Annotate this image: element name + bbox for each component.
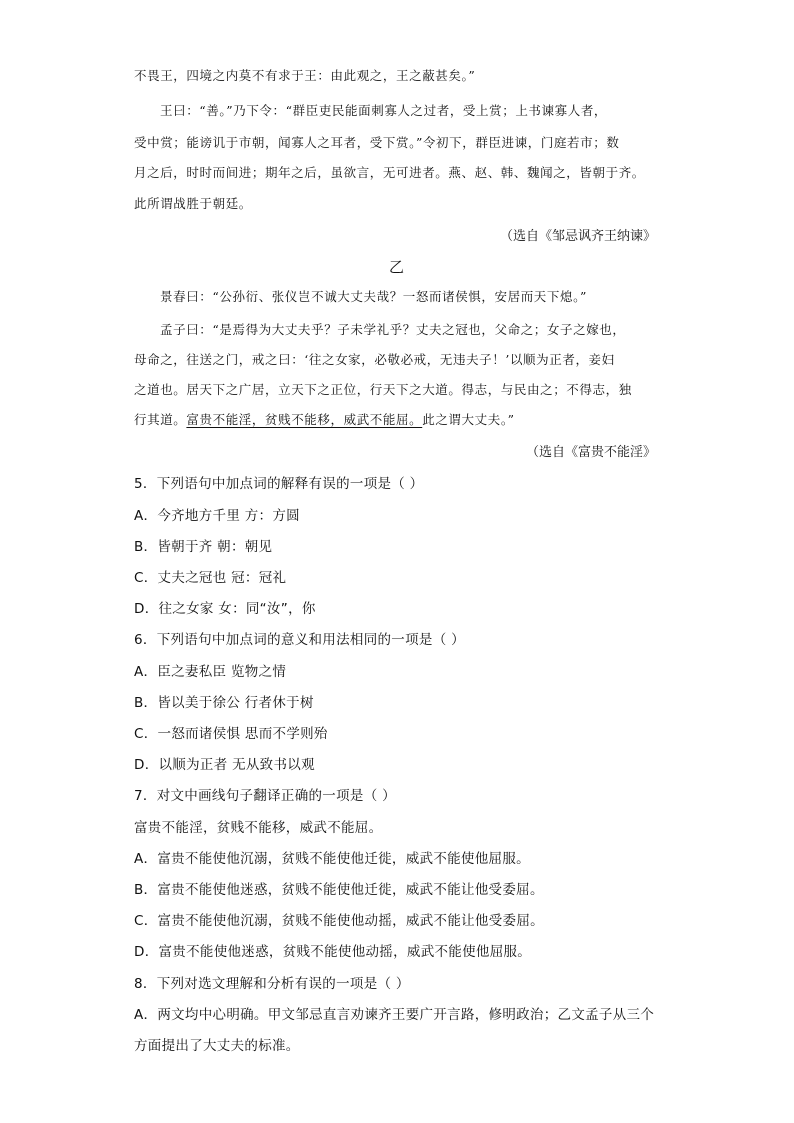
q5-stem: 5．下列语句中加点词的解释有误的一项是（ ） — [134, 476, 424, 492]
yi-line-1: 景春曰：“公孙衍、张仪岂不诚大丈夫哉？一怒而诸侯惧，安居而天下熄。” — [160, 289, 587, 304]
q7-quote: 富贵不能淫，贫贱不能移，威武不能屈。 — [134, 820, 383, 836]
jia-source: （选自《邹忌讽齐王纳谏》 — [499, 229, 656, 244]
jia-line-3: 受中赏；能谤讥于市朝，闻寡人之耳者，受下赏。”令初下，群臣进谏，门庭若市；数 — [134, 135, 620, 150]
yi-line-5 — [134, 410, 515, 428]
q6-stem: 6．下列语句中加点词的意义和用法相同的一项是（ ） — [134, 632, 465, 648]
yi-source: （选自《富贵不能淫》 — [525, 445, 656, 460]
q6-option-b: B．皆以美于徐公 行者休于树 — [134, 695, 314, 711]
yi-title: 乙 — [389, 258, 405, 276]
underlined-sentence: 富贵不能淫，贫贱不能移，威武不能屈。 — [186, 412, 423, 427]
q8-stem: 8．下列对选文理解和分析有误的一项是（ ） — [134, 976, 410, 992]
yi-line-5-pre: 行其道。 — [134, 412, 187, 427]
q5-option-b: B．皆朝于齐 朝：朝见 — [134, 539, 273, 555]
jia-line-5: 此所谓战胜于朝廷。 — [134, 196, 252, 211]
q7-option-b: B．富贵不能使他迷惑，贫贱不能使他迁徙，威武不能让他受委屈。 — [134, 882, 544, 898]
q7-option-d: D．富贵不能使他迷惑，贫贱不能使他动摇，威武不能使他屈服。 — [134, 944, 532, 960]
jia-line-1: 不畏王，四境之内莫不有求于王：由此观之，王之蔽甚矣。” — [134, 68, 476, 83]
yi-line-3: 母命之，往送之门，戒之曰：‘往之女家，必敬必戒，无违夫子！’以顺为正者，妾妇 — [134, 352, 615, 367]
yi-line-2: 孟子曰：“是焉得为大丈夫乎？子未学礼乎？丈夫之冠也，父命之；女子之嫁也， — [160, 322, 626, 337]
q7-option-a: A．富贵不能使他沉溺，贫贱不能使他迁徙，威武不能使他屈服。 — [134, 851, 530, 867]
q6-option-a: A．臣之妻私臣 览物之情 — [134, 664, 287, 680]
q5-option-a: A．今齐地方千里 方：方圆 — [134, 508, 300, 524]
jia-line-4: 月之后，时时而间进；期年之后，虽欲言，无可进者。燕、赵、韩、魏闻之，皆朝于齐。 — [134, 165, 645, 180]
jia-line-2: 王曰：“善。”乃下令：“群臣吏民能面刺寡人之过者，受上赏；上书谏寡人者， — [160, 103, 608, 118]
yi-line-4: 之道也。居天下之广居，立天下之正位，行天下之大道。得志，与民由之；不得志，独 — [134, 382, 632, 397]
q7-stem: 7．对文中画线句子翻译正确的一项是（ ） — [134, 788, 396, 804]
yi-line-5-post: 此之谓大丈夫。” — [422, 412, 515, 427]
q6-option-c: C．一怒而诸侯惧 思而不学则殆 — [134, 726, 328, 742]
q8-option-a-cont: 方面提出了大丈夫的标准。 — [134, 1038, 300, 1054]
q8-option-a: A．两文均中心明确。甲文邹忌直言劝谏齐王要广开言路，修明政治；乙文孟子从三个 — [134, 1007, 655, 1023]
q5-option-c: C．丈夫之冠也 冠：冠礼 — [134, 570, 287, 586]
q7-option-c: C．富贵不能使他沉溺，贫贱不能使他动摇，威武不能让他受委屈。 — [134, 913, 544, 929]
q5-option-d: D．往之女家 女：同“汝”，你 — [134, 601, 316, 617]
q6-option-d: D．以顺为正者 无从致书以观 — [134, 757, 315, 773]
